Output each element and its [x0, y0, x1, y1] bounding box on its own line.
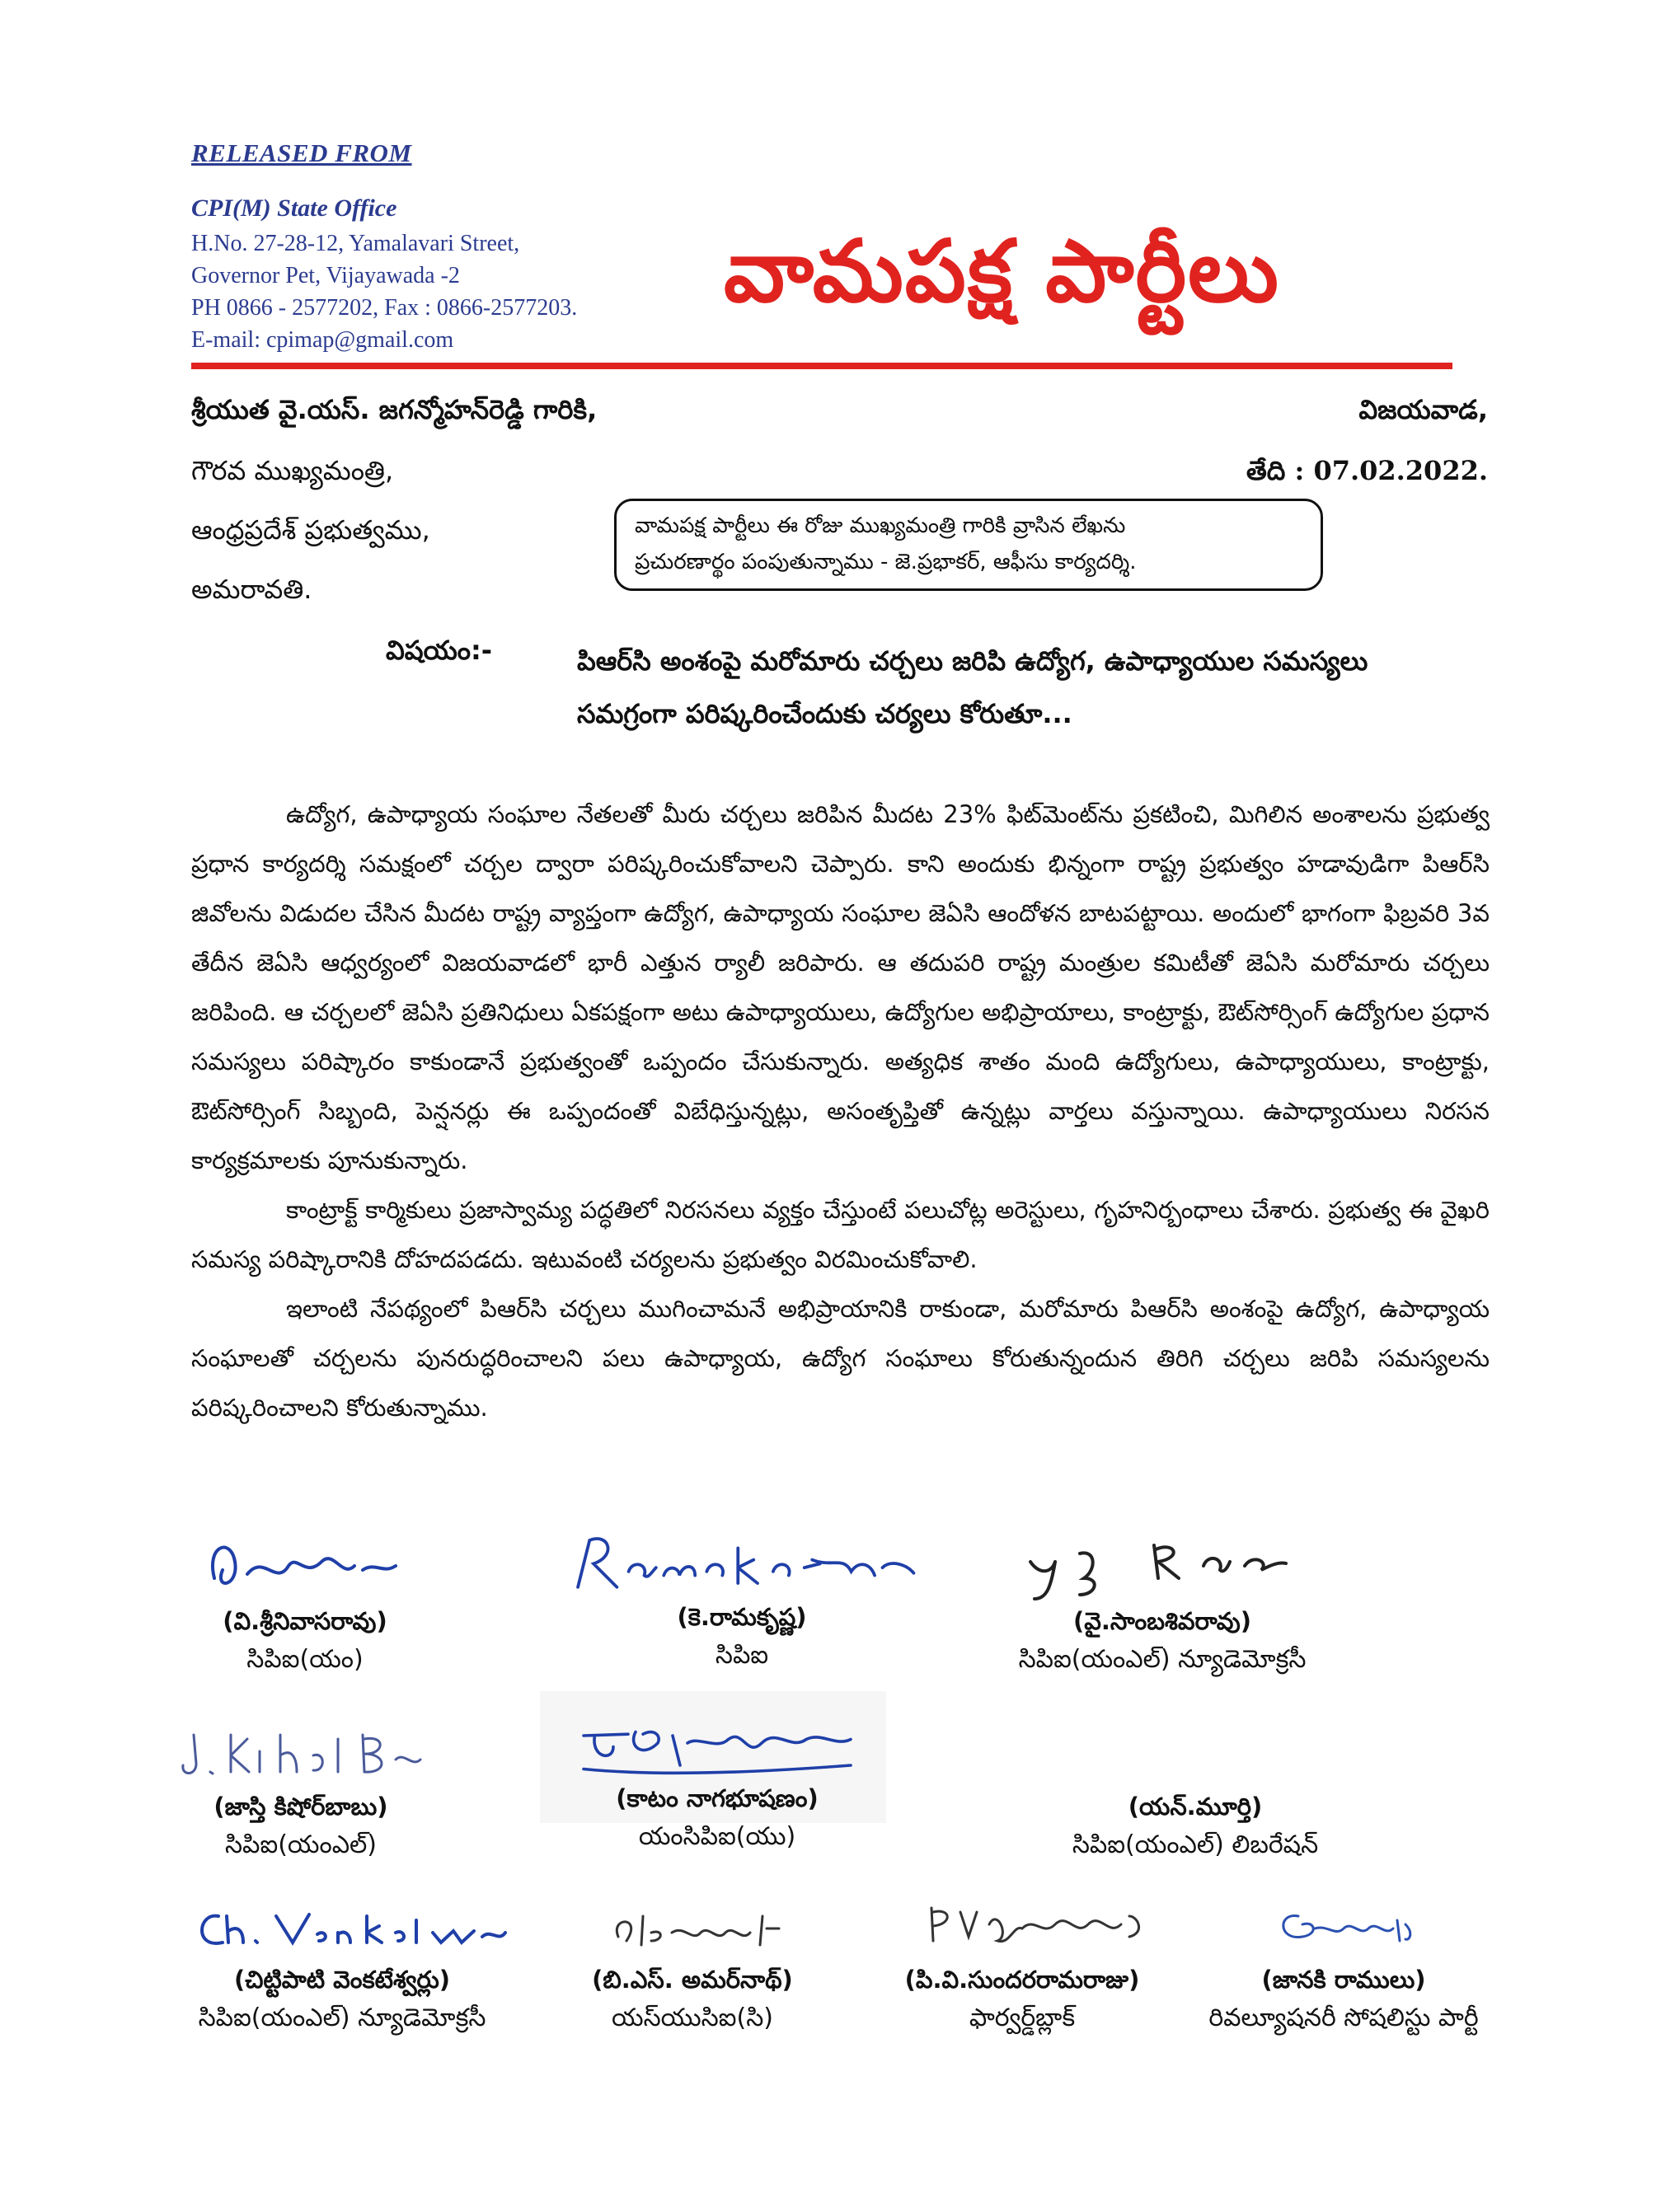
subject-line-1: పిఆర్‌సి అంశంపై మరోమారు చర్చలు జరిపి ఉద్యోగ, ఉపాధ్యాయుల సమస్యలు [577, 645, 1368, 677]
letterhead-title: వామపక్ష పార్టీలు [724, 221, 1280, 321]
addressee-line-1: శ్రీయుత వై.యస్. జగన్మోహన్‌రెడ్డి గారికి, [191, 394, 598, 425]
signatory-7 [148, 1887, 536, 2039]
signatory-1-party: సిపిఐ(యం) [246, 1645, 364, 1674]
addressee-line-4: అమరావతి. [191, 574, 312, 605]
signatory-8-party: యస్‌యుసిఐ(సి) [612, 2003, 773, 2032]
address-line-1: H.No. 27-28-12, Yamalavari Street, [191, 231, 520, 256]
signatory-2-name: (కె.రామకృష్ణ) [677, 1603, 807, 1631]
signature-6-blank [1022, 1714, 1368, 1788]
body-paragraph-1: ఉద్యోగ, ఉపాధ్యాయ సంఘాల నేతలతో మీరు చర్చలు జరిపిన మీదట 23% ఫిట్‌మెంట్‌ను ప్రకటించి, మిగిలిన అంశాలను ప్రభుత్వ ప్రధాన కార్యదర్శి సమక్షంలో చర్చల ద్వారా పరిష్కరించుకోవాలని చెప్పారు. కాని అందుకు భిన్నంగా రాష్ట్ర ప్రభుత్వం హడావుడిగా పిఆర్‌సి జివోలను విడుదల చేసిన మీదట రాష్ట్ర వ్యాప్తంగా ఉద్యోగ, ఉపాధ్యాయ సంఘాల జెఏసి ఆందోళన బాటపట్టాయి. అందులో భాగంగా ఫిబ్రవరి 3వ తేదీన జెఏసి ఆధ్వర్యంలో విజయవాడలో భారీ ఎత్తున ర్యాలీ జరిపారు. ఆ తదుపరి రాష్ట్ర మంత్రుల కమిటీతో జెఏసి మరోమారు చర్చలు జరిపింది. ఆ చర్చలలో జెఏసి ప్రతినిధులు ఏకపక్షంగా అటు ఉపాధ్యాయులు, ఉద్యోగుల అభిప్రాయాలు, కాంట్రాక్టు, ఔట్‌సోర్సింగ్ ఉద్యోగుల ప్రధాన సమస్యలు పరిష్కారం కాకుండానే ప్రభుత్వంతో ఒప్పందం చేసుకున్నారు. అత్యధిక శాతం మంది ఉద్యోగులు, ఉపాధ్యాయులు, కాంట్రాక్టు, ఔట్‌సోర్సింగ్ సిబ్బంది, పెన్షనర్లు ఈ ఒప్పందంతో విబేధిస్తున్నట్లు, అసంతృప్తితో ఉన్నట్లు వార్తలు వస్తున్నాయి. ఉపాధ్యాయులు నిరసన కార్యక్రమాలకు పూనుకున్నారు. [191, 800, 1490, 1174]
signatory-9-party: ఫార్వర్డ్‌బ్లాక్ [969, 2003, 1076, 2032]
signatory-4 [165, 1714, 437, 1866]
letter-place: విజయవాడ, [1358, 394, 1488, 425]
signatory-5-party: యంసిపిఐ(యు) [638, 1822, 796, 1851]
signatory-6-party: సిపిఐ(యంఎల్) లిబరేషన్ [1072, 1830, 1319, 1859]
press-note-box [614, 499, 1323, 591]
signature-10 [1220, 1887, 1467, 1961]
signatory-10-name: (జానకి రాములు) [1261, 1966, 1426, 1994]
signatory-5 [544, 1706, 890, 1858]
subject-label: విషయం:- [386, 635, 493, 666]
signature-7 [177, 1887, 507, 1961]
subject-text [577, 635, 1492, 740]
signatory-8-name: (బి.ఎస్. అమర్‌నాథ్) [592, 1966, 793, 1994]
signatory-4-party: సిపిఐ(యంఎల్) [225, 1830, 377, 1859]
signatory-1 [181, 1529, 429, 1680]
released-from-heading: RELEASED FROM [191, 138, 412, 167]
signatory-1-name: (వి.శ్రీనివాసరావు) [223, 1607, 387, 1635]
press-note-line-1: వామపక్ష పార్టీలు ఈ రోజు ముఖ్యమంత్రి గారికి వ్రాసిన లేఖను [635, 513, 1126, 538]
signatory-9-name: (పి.వి.సుందరరామరాజు) [904, 1966, 1140, 1994]
phone-fax: PH 0866 - 2577202, Fax : 0866-2577203. [191, 295, 578, 321]
office-name: CPI(M) State Office [191, 194, 397, 222]
addressee-line-3: ఆంధ్రప్రదేశ్ ప్రభుత్వము, [191, 514, 430, 546]
signature-5 [552, 1706, 882, 1780]
signatory-5-name: (కాటం నాగభూషణం) [616, 1784, 819, 1812]
signatory-7-party: సిపిఐ(యంఎల్) న్యూడెమోక్రసీ [198, 2003, 486, 2032]
signature-2 [552, 1525, 931, 1599]
address-line-2: Governor Pet, Vijayawada -2 [191, 263, 460, 288]
signatory-9 [866, 1887, 1179, 2039]
signatory-10 [1154, 1887, 1533, 2039]
signatory-2 [544, 1525, 940, 1676]
signatory-2-party: సిపిఐ [715, 1641, 769, 1670]
addressee-line-2: గౌరవ ముఖ్యమంత్రి, [191, 455, 394, 486]
signatory-7-name: (చిట్టిపాటి వెంకటేశ్వర్లు) [233, 1966, 451, 1994]
signatory-3 [956, 1529, 1368, 1680]
signatory-3-party: సిపిఐ(యంఎల్) న్యూడెమోక్రసీ [1018, 1645, 1307, 1674]
signature-8 [569, 1887, 816, 1961]
sender-block [191, 138, 620, 356]
header-divider [191, 363, 1452, 369]
signatory-6 [1022, 1714, 1368, 1866]
signature-3 [973, 1529, 1352, 1603]
press-note-line-2: ప్రచురణార్థం పంపుతున్నాము - జె.ప్రభాకర్, ఆఫీసు కార్యదర్శి. [635, 550, 1137, 574]
signatory-3-name: (వై.సాంబశివరావు) [1073, 1607, 1251, 1635]
signatory-6-name: (యన్.మూర్తి) [1128, 1793, 1263, 1821]
email-address: E-mail: cpimap@gmail.com [191, 327, 454, 353]
signature-4 [173, 1714, 429, 1788]
subject-line-2: సమగ్రంగా పరిష్కరించేందుకు చర్యలు కోరుతూ... [577, 698, 1072, 729]
signatory-4-name: (జాస్తి కిషోర్‌బాబు) [213, 1793, 388, 1821]
signatory-8 [544, 1887, 841, 2039]
body-paragraph-2: కాంట్రాక్ట్ కార్మికులు ప్రజాస్వామ్య పద్ధతిలో నిరసనలు వ్యక్తం చేస్తుంటే పలుచోట్ల అరెస్టులు, గృహనిర్బంధాలు చేశారు. ప్రభుత్వ ఈ వైఖరి సమస్య పరిష్కారానికి దోహదపడదు. ఇటువంటి చర్యలను ప్రభుత్వం విరమించుకోవాలి. [191, 1196, 1490, 1273]
signatory-10-party: రివల్యూషనరీ సోషలిస్టు పార్టీ [1208, 2003, 1479, 2032]
body-paragraph-3: ఇలాంటి నేపథ్యంలో పిఆర్‌సి చర్చలు ముగించామనే అభిప్రాయానికి రాకుండా, మరోమారు పిఆర్‌సి అంశంపై ఉద్యోగ, ఉపాధ్యాయ సంఘాలతో చర్చలను పునరుద్ధరించాలని పలు ఉపాధ్యాయ, ఉద్యోగ సంఘాలు కోరుతున్నందున తిరిగి చర్చలు జరిపి సమస్యలను పరిష్కరించాలని కోరుతున్నాము. [191, 1295, 1490, 1422]
signature-1 [198, 1529, 412, 1603]
letter-body [191, 790, 1490, 1432]
letter-date: తేది : 07.02.2022. [1246, 455, 1488, 486]
signature-9 [874, 1887, 1171, 1961]
